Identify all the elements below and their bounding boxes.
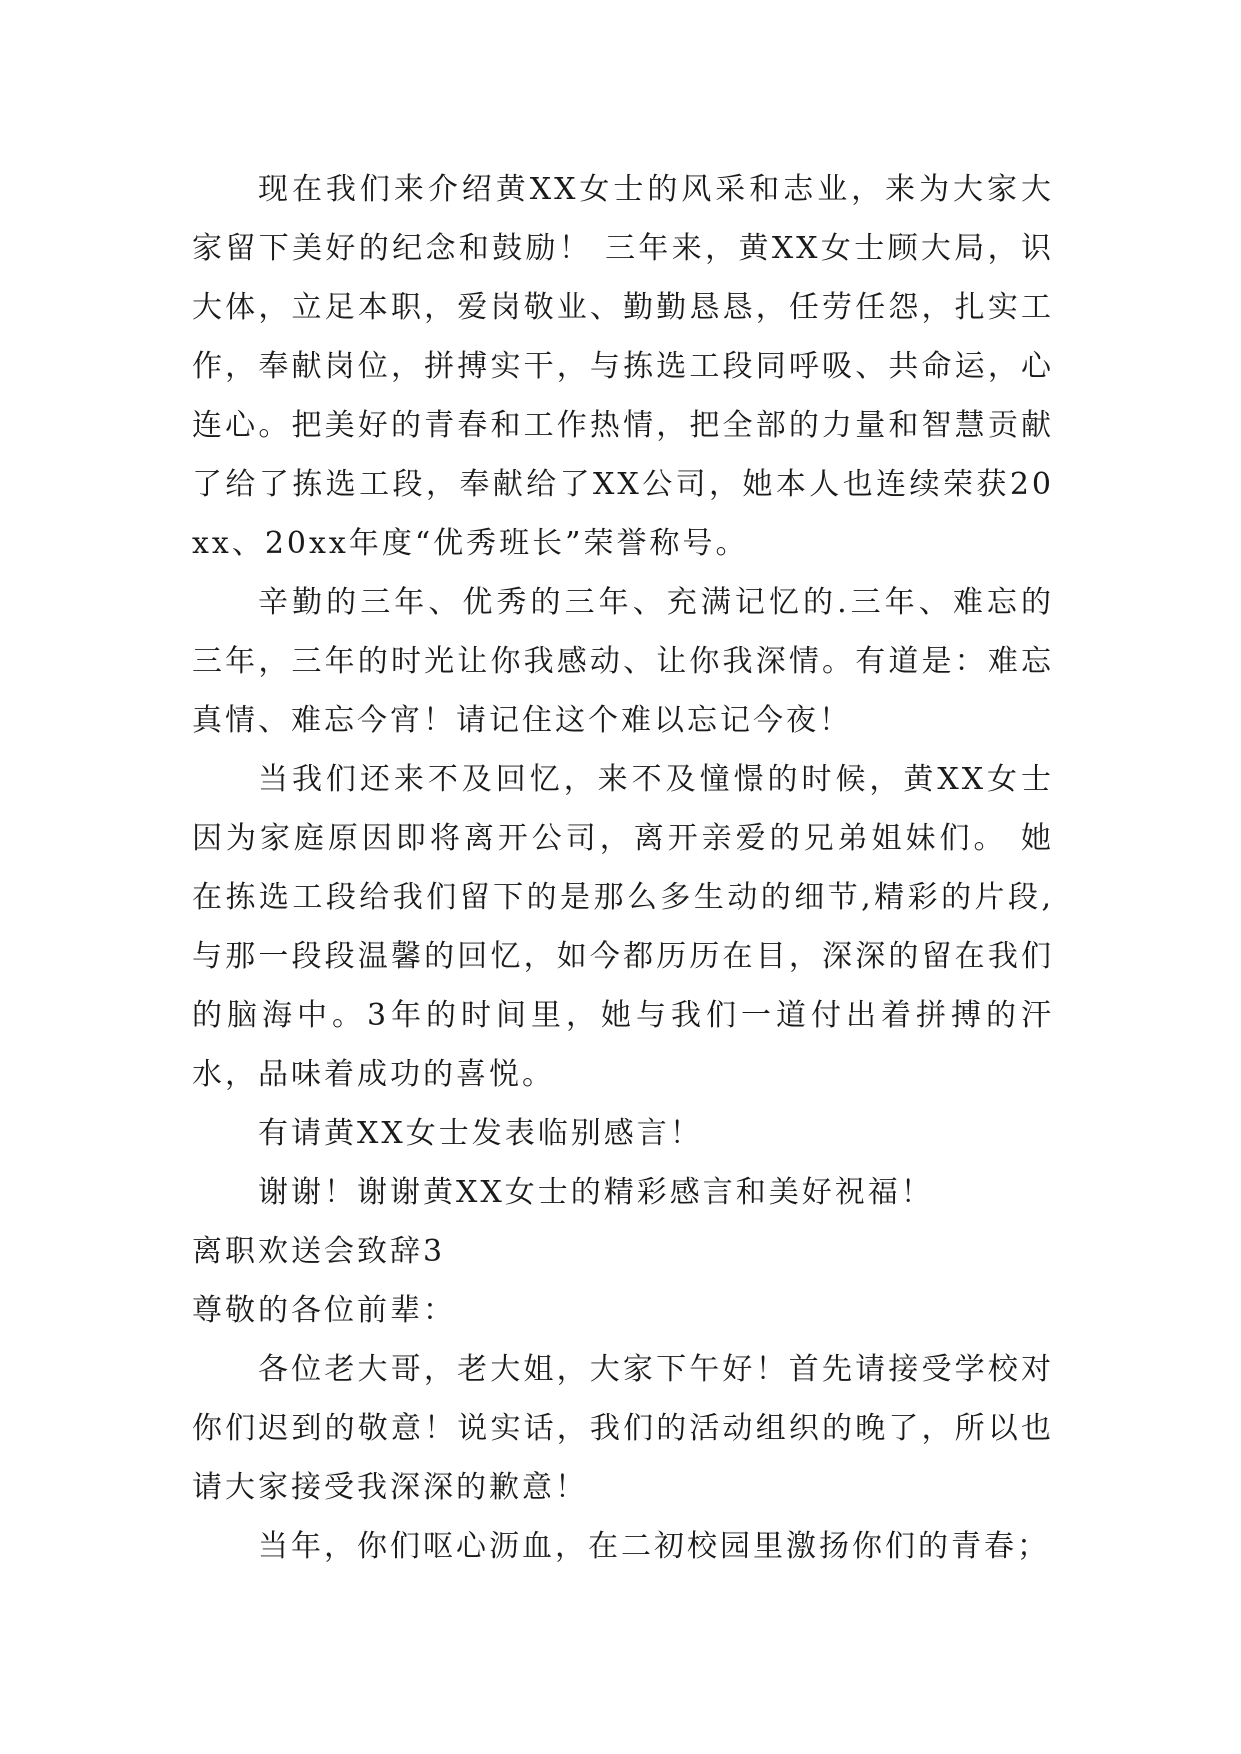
salutation: 尊敬的各位前辈：	[192, 1293, 456, 1328]
paragraph-farewell: 当我们还来不及回忆，来不及憧憬的时候，黄XX女士因为家庭原因即将离开公司，离开亲爱的兄弟姐妹们。 她在拣选工段给我们留下的是那么多生动的细节,精彩的片段,与那一段段温馨的回忆，如今都历历在目，深深的留在我们的脑海中。3年的时间里，她与我们一道付出着拼搏的汗水，品味着成功的喜悦。	[192, 762, 1054, 1092]
document-body	[192, 160, 1054, 1576]
paragraph-recollection: 当年，你们呕心沥血，在二初校园里激扬你们的青春；	[258, 1529, 1050, 1564]
section-heading: 离职欢送会致辞3	[192, 1234, 446, 1269]
paragraph-greeting: 各位老大哥，老大姐，大家下午好！首先请接受学校对你们迟到的敬意！说实话，我们的活动组织的晚了，所以也请大家接受我深深的歉意！	[192, 1352, 1054, 1505]
paragraph-invite-speech: 有请黄XX女士发表临别感言！	[258, 1116, 703, 1151]
paragraph-three-years: 辛勤的三年、优秀的三年、充满记忆的.三年、难忘的三年，三年的时光让你我感动、让你我深情。有道是：难忘真情、难忘今宵！请记住这个难以忘记今夜！	[192, 585, 1054, 738]
paragraph-thanks: 谢谢！谢谢黄XX女士的精彩感言和美好祝福！	[258, 1175, 934, 1210]
paragraph-introduction: 现在我们来介绍黄XX女士的风采和志业，来为大家大家留下美好的纪念和鼓励！ 三年来，黄XX女士顾大局，识大体，立足本职，爱岗敬业、勤勤恳恳，任劳任怨，扎实工作，奉献岗位，拼搏实干，与拣选工段同呼吸、共命运，心连心。把美好的青春和工作热情，把全部的力量和智慧贡献了给了拣选工段，奉献给了XX公司，她本人也连续荣获20xx、20xx年度“优秀班长”荣誉称号。	[192, 172, 1054, 561]
